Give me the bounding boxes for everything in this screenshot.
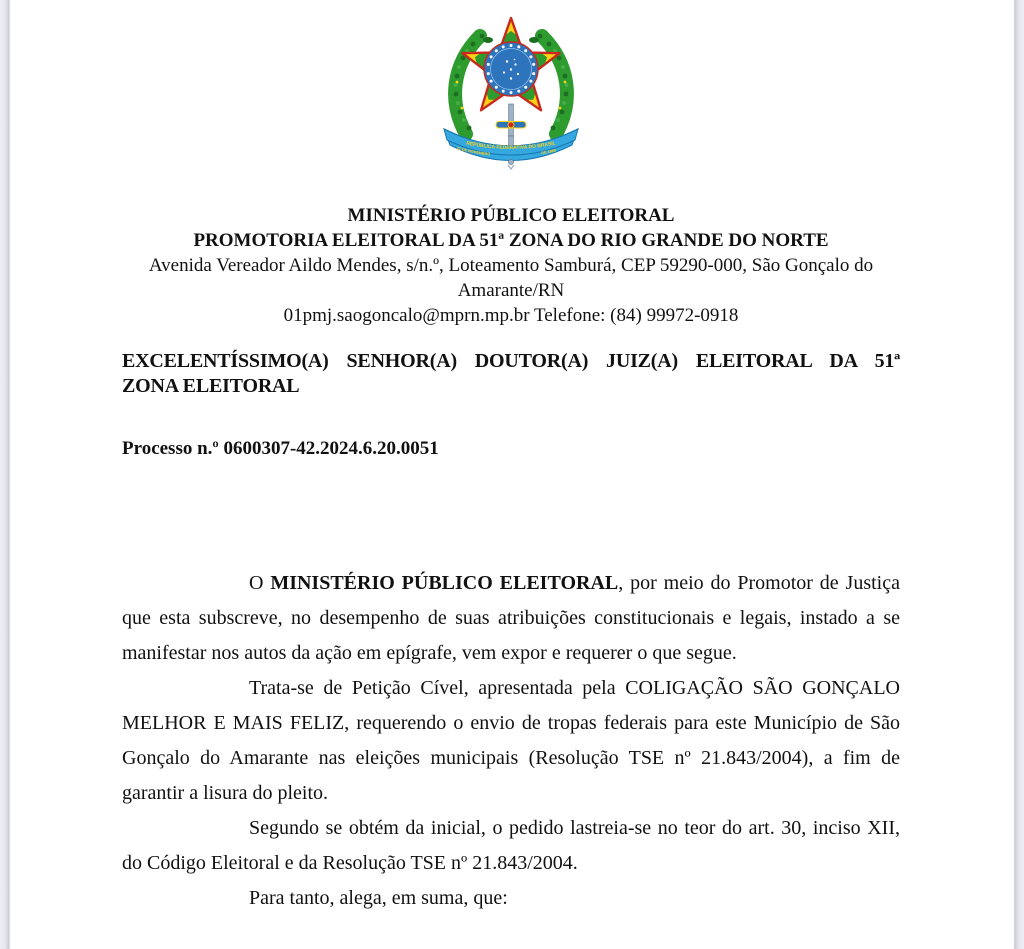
paragraph-1 <box>122 566 900 671</box>
address-line1: Avenida Vereador Aildo Mendes, s/n.º, Loteamento Samburá, CEP 59290-000, São Gonçalo do <box>148 255 874 276</box>
paragraph-4: Para tanto, alega, em suma, que: <box>249 887 508 909</box>
document-body <box>122 0 900 916</box>
paragraph-1-bold: MINISTÉRIO PÚBLICO ELEITORAL <box>270 572 619 594</box>
contact-line: 01pmj.saogoncalo@mprn.mp.br Telefone: (84) 99972-0918 <box>283 305 739 326</box>
ribbon-date-left-text: 22 DE NOVEMBRO <box>456 146 491 157</box>
coat-of-arms-container <box>436 16 586 171</box>
celestial-disc <box>484 42 538 96</box>
address-line2: Amarante/RN <box>457 280 565 301</box>
page-edge-right <box>1013 0 1024 949</box>
org-name-line2: PROMOTORIA ELEITORAL DA 51ª ZONA DO RIO GRANDE DO NORTE <box>193 230 829 251</box>
org-name-line1: MINISTÉRIO PÚBLICO ELEITORAL <box>347 205 675 226</box>
addressee-line2: ZONA ELEITORAL <box>122 375 300 397</box>
paragraph-3: Segundo se obtém da inicial, o pedido lastreia-se no teor do art. 30, inciso XII, do Código Eleitoral e da Resolução TSE nº 21.843/2004. <box>122 817 900 874</box>
addressee-heading <box>122 349 900 399</box>
case-number-line: Processo n.º 0600307-42.2024.6.20.0051 <box>122 438 439 459</box>
page-edge-left <box>0 0 11 949</box>
petition-body <box>122 566 900 916</box>
paragraph-1-rest: , por meio do Promotor de Justiça que esta subscreve, no desempenho de suas atribuições constitucionais e legais, instado a se manifestar nos autos da ação em epígrafe, vem expor e requerer o que segue. <box>122 572 900 664</box>
paragraph-1-lead: O <box>249 572 271 594</box>
ribbon-date-right-text: DE 1889 <box>541 148 557 156</box>
addressee-line1: EXCELENTÍSSIMO(A) SENHOR(A) DOUTOR(A) JUIZ(A) ELEITORAL DA 51ª <box>122 350 900 372</box>
brazil-coat-of-arms-icon <box>436 16 586 171</box>
ribbon-title-text: REPÚBLICA FEDERATIVA DO BRASIL <box>465 140 557 152</box>
paragraph-2: Trata-se de Petição Cível, apresentada pela COLIGAÇÃO SÃO GONÇALO MELHOR E MAIS FELIZ, requerendo o envio de tropas federais para este Município de São Gonçalo do Amarante nas eleições municipais (Resolução TSE nº 21.843/2004), a fim de garantir a lisura do pleito. <box>122 677 900 804</box>
letterhead <box>122 203 900 328</box>
